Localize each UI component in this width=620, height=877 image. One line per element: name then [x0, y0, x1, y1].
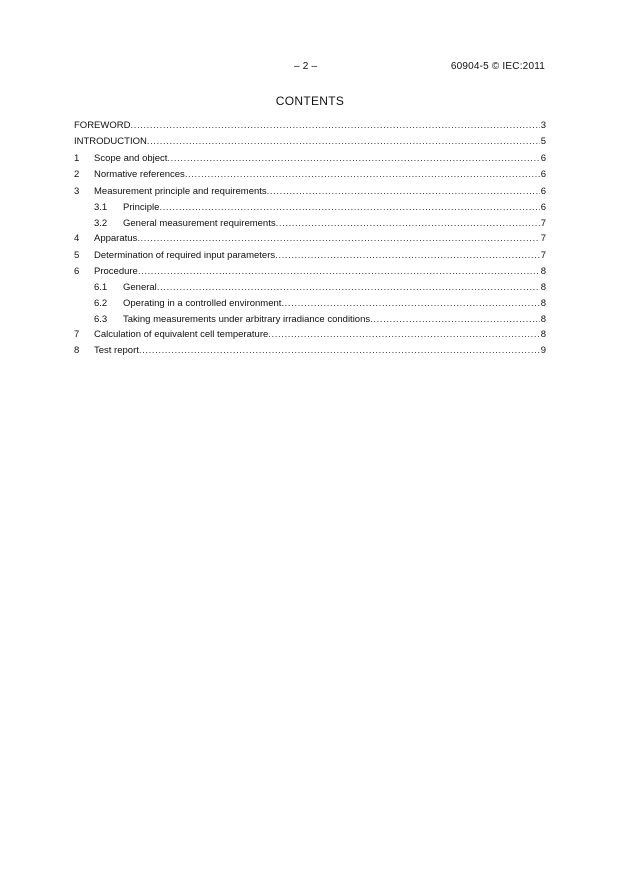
toc-entry-title: General	[123, 282, 157, 294]
toc-entry-title: Scope and object	[94, 152, 168, 164]
dot-leader	[139, 343, 540, 359]
toc-entry-page: 8	[540, 313, 546, 325]
contents-title: CONTENTS	[275, 94, 345, 108]
dot-leader	[276, 216, 540, 232]
toc-entry-number: 3.2	[94, 217, 108, 229]
toc-entry-page: 8	[540, 329, 546, 341]
toc-entry-page: 7	[540, 217, 546, 229]
toc-entry-title: Taking measurements under arbitrary irradiance conditions	[123, 313, 371, 325]
dot-leader	[275, 248, 540, 264]
dot-leader	[130, 118, 539, 134]
dot-leader	[147, 134, 540, 150]
toc-entry-title: Operating in a controlled environment	[123, 297, 282, 309]
toc-entry-number: 8	[74, 345, 80, 357]
dot-leader	[138, 264, 540, 280]
toc-entry-title: General measurement requirements	[123, 217, 276, 229]
dot-leader	[137, 231, 539, 247]
toc-entry-page: 6	[540, 152, 546, 164]
toc-entry-title: Calculation of equivalent cell temperature	[94, 329, 269, 341]
toc-entry[interactable]	[74, 312, 546, 328]
dot-leader	[370, 312, 540, 328]
toc-entry-title: INTRODUCTION	[74, 136, 147, 148]
dot-leader	[157, 280, 540, 296]
toc-entry[interactable]	[74, 200, 546, 216]
toc-entry-title: Determination of required input parameters	[94, 249, 276, 261]
toc-entry-title: Measurement principle and requirements	[94, 185, 267, 197]
toc-entry[interactable]	[74, 216, 546, 232]
toc-entry-number: 6.1	[94, 282, 108, 294]
toc-entry[interactable]	[74, 231, 546, 247]
toc-entry-number: 6.2	[94, 297, 108, 309]
toc-entry-number: 5	[74, 249, 80, 261]
toc-entry-number: 1	[74, 152, 80, 164]
toc-entry-number: 4	[74, 233, 80, 245]
toc-entry-page: 5	[540, 136, 546, 148]
toc-entry-page: 8	[540, 297, 546, 309]
dot-leader	[185, 167, 540, 183]
toc-entry-title: Procedure	[94, 265, 138, 277]
toc-entry-page: 7	[540, 249, 546, 261]
page-number: – 2 –	[294, 61, 318, 72]
toc-entry-title: Apparatus	[94, 233, 138, 245]
toc-entry-page: 6	[540, 201, 546, 213]
dot-leader	[159, 200, 539, 216]
table-of-contents	[74, 118, 546, 360]
toc-entry-title: Normative references	[94, 169, 185, 181]
toc-entry[interactable]	[74, 264, 546, 280]
toc-entry[interactable]	[74, 134, 546, 150]
document-id: 60904-5 © IEC:2011	[450, 61, 545, 72]
toc-entry-number: 3.1	[94, 201, 108, 213]
toc-entry-number: 6.3	[94, 313, 108, 325]
toc-entry[interactable]	[74, 248, 546, 264]
toc-entry[interactable]	[74, 296, 546, 312]
toc-entry-title: Principle	[123, 201, 160, 213]
toc-entry-number: 6	[74, 265, 80, 277]
toc-entry-number: 3	[74, 185, 80, 197]
toc-entry-page: 8	[540, 282, 546, 294]
dot-leader	[268, 327, 539, 343]
toc-entry[interactable]	[74, 343, 546, 359]
toc-entry-page: 7	[540, 233, 546, 245]
toc-entry[interactable]	[74, 151, 546, 167]
toc-entry-page: 8	[540, 265, 546, 277]
toc-entry-page: 3	[540, 120, 546, 131]
toc-entry[interactable]	[74, 327, 546, 343]
toc-entry[interactable]	[74, 118, 546, 134]
dot-leader	[167, 151, 539, 167]
toc-entry[interactable]	[74, 167, 546, 183]
toc-entry-page: 9	[540, 345, 546, 357]
toc-entry-page: 6	[540, 185, 546, 197]
toc-entry-title: Test report	[94, 345, 139, 357]
toc-entry-title: FOREWORD	[74, 120, 131, 131]
toc-entry-number: 2	[74, 169, 80, 181]
dot-leader	[281, 296, 539, 312]
dot-leader	[267, 184, 540, 200]
toc-entry[interactable]	[74, 280, 546, 296]
toc-entry[interactable]	[74, 184, 546, 200]
toc-entry-number: 7	[74, 329, 80, 341]
toc-entry-page: 6	[540, 169, 546, 181]
